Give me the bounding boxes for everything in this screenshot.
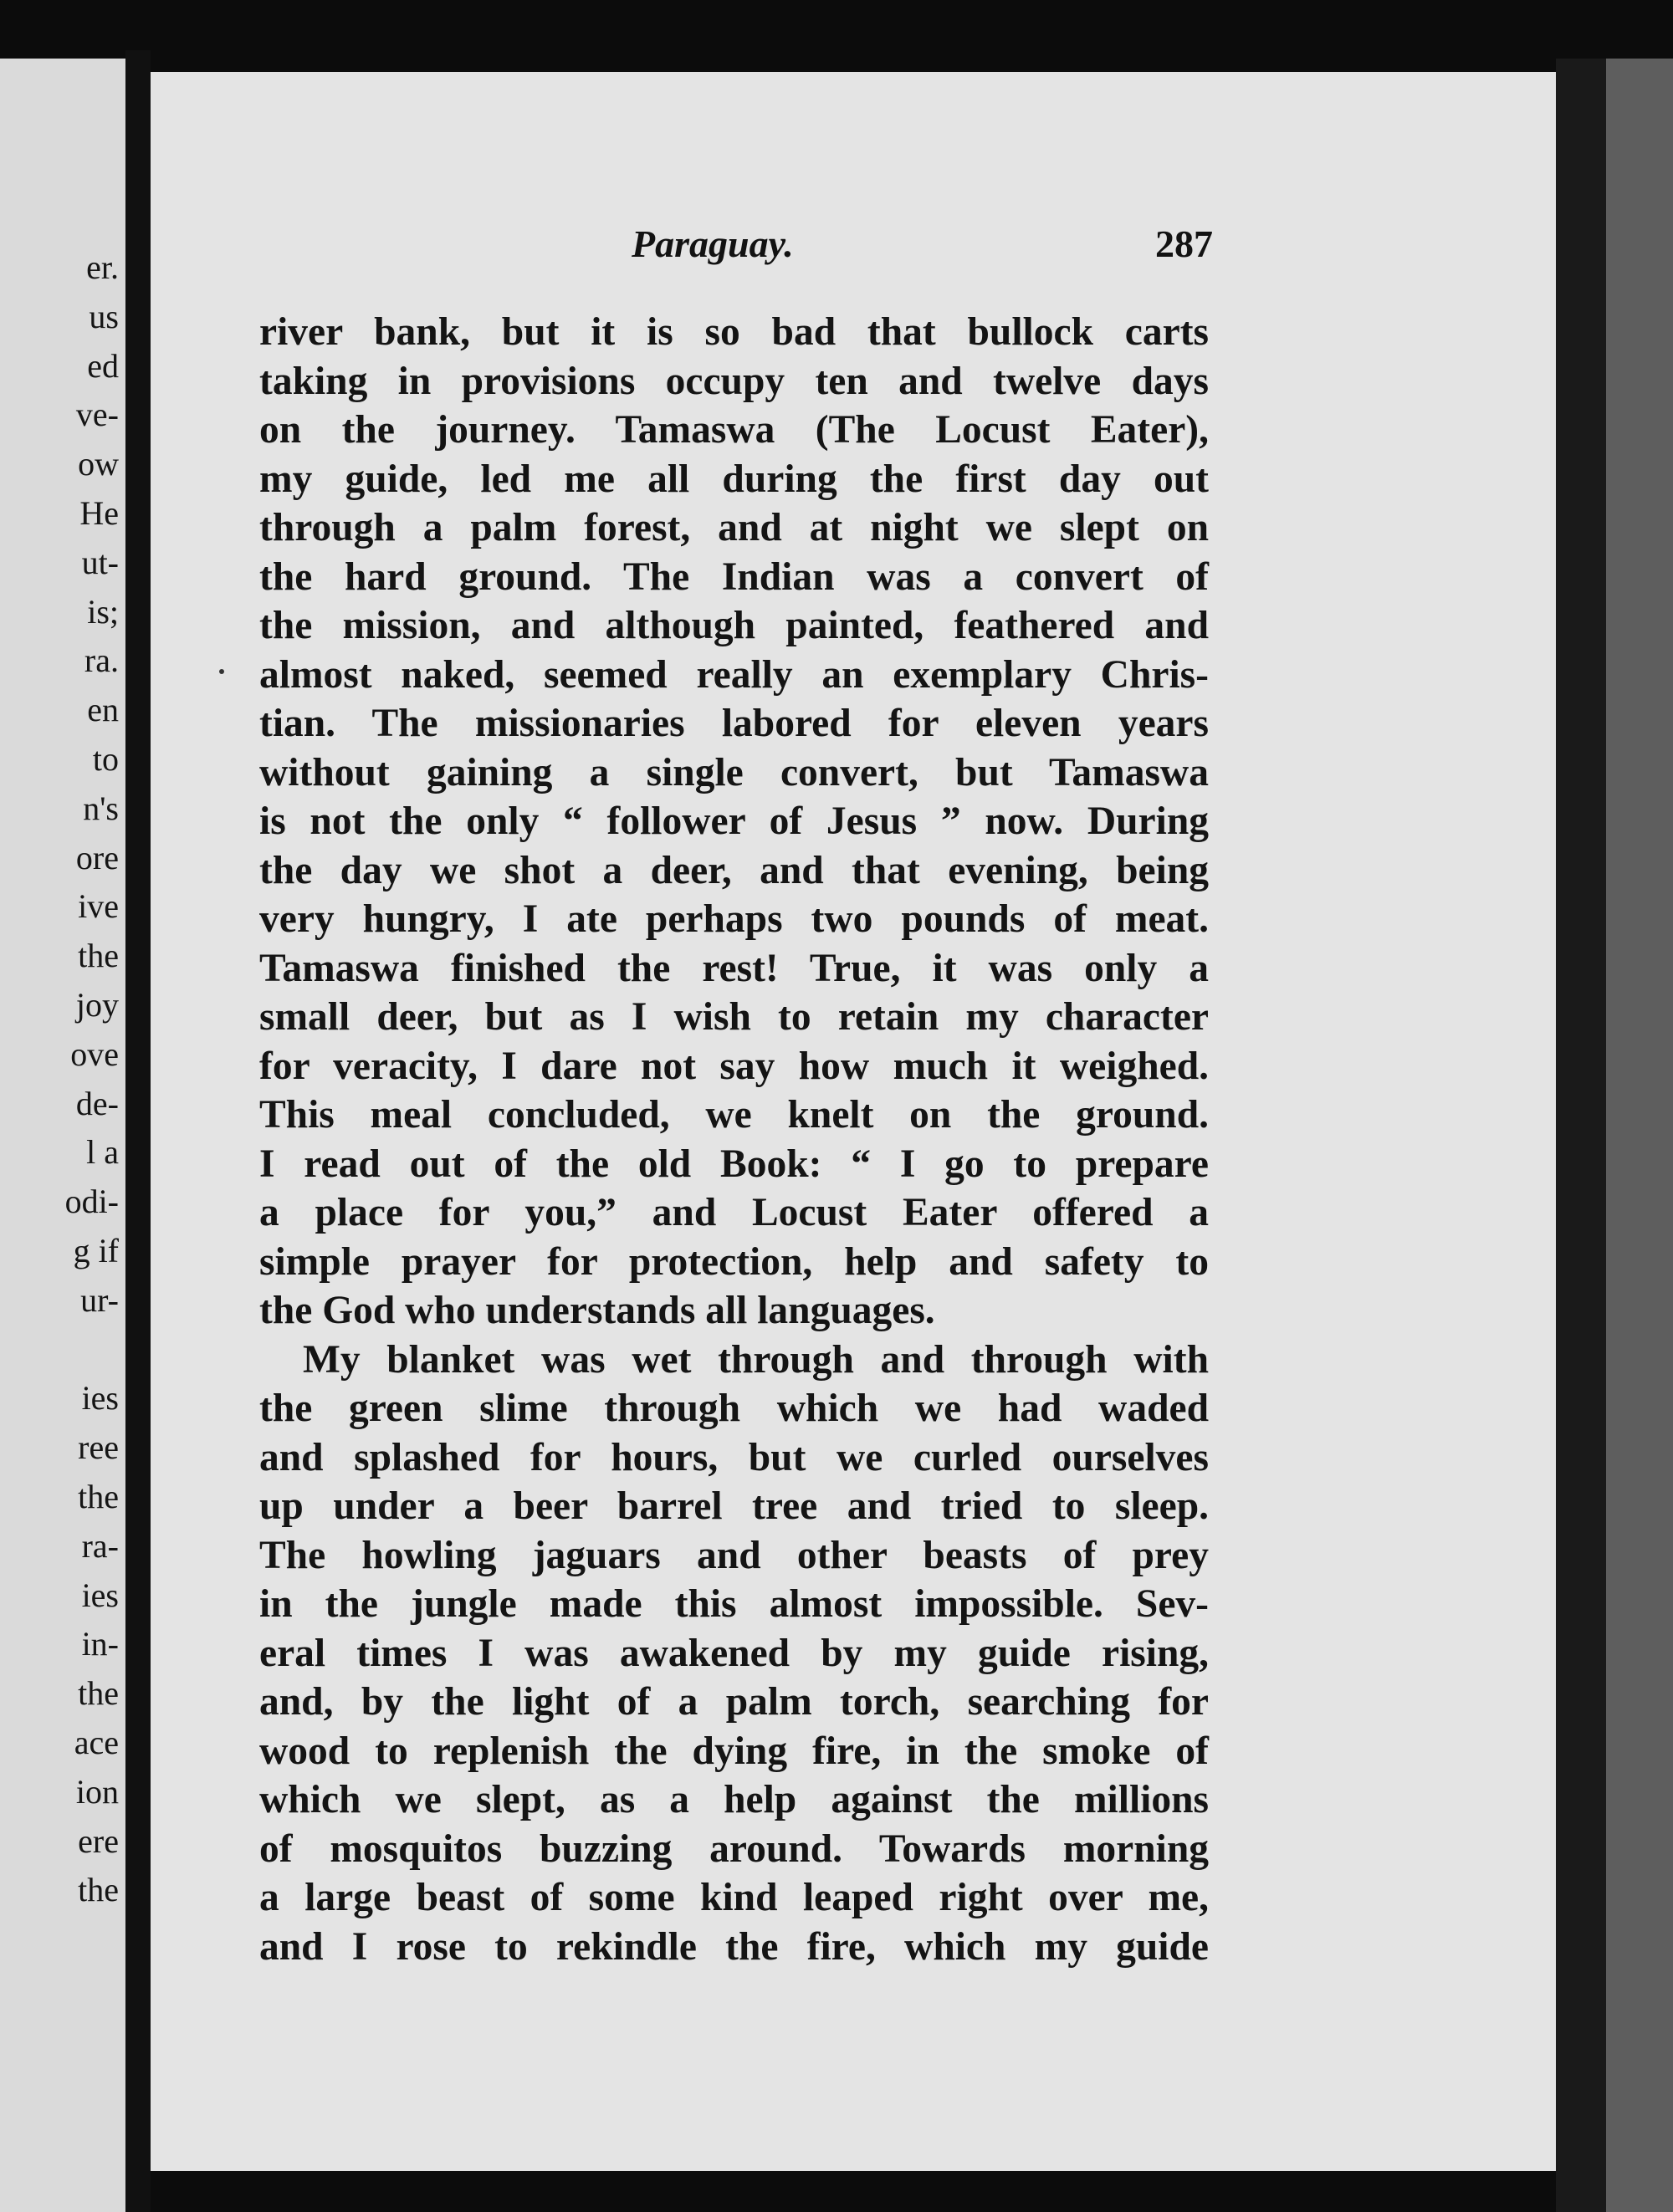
facing-page-text: ve- xyxy=(75,396,119,434)
facing-page-text: en xyxy=(87,691,119,729)
text-line: My blanket was wet through and through with xyxy=(303,1337,1209,1382)
text-line: simple prayer for protection, help and safety to xyxy=(259,1239,1209,1284)
text-line: up under a beer barrel tree and tried to sleep. xyxy=(259,1484,1209,1528)
body-text xyxy=(259,308,1209,1971)
text-line: on the journey. Tamaswa (The Locust Eater), xyxy=(259,408,1209,452)
text-line: through a palm forest, and at night we slept on xyxy=(259,506,1209,549)
page-number: 287 xyxy=(1155,222,1213,265)
text-line: wood to replenish the dying fire, in the smoke of xyxy=(259,1729,1209,1773)
facing-page-text: n's xyxy=(83,789,119,827)
facing-page-text: ow xyxy=(78,445,119,483)
facing-page-text: ur- xyxy=(80,1280,119,1319)
text-line: small deer, but as I wish to retain my character xyxy=(259,995,1209,1039)
facing-page-text: the xyxy=(78,1674,119,1713)
text-line: taking in provisions occupy ten and twelve days xyxy=(259,359,1209,403)
text-line: is not the only “ follower of Jesus ” now. During xyxy=(259,799,1209,843)
facing-page-text: ion xyxy=(75,1772,119,1811)
facing-page-text: ore xyxy=(75,838,119,876)
paragraph-2 xyxy=(259,1336,1209,1972)
facing-page-fragment xyxy=(0,59,125,2212)
text-line: This meal concluded, we knelt on the ground. xyxy=(259,1093,1209,1137)
text-line: Tamaswa finished the rest! True, it was only a xyxy=(259,946,1209,990)
facing-page-text: ed xyxy=(87,346,119,385)
text-line: and splashed for hours, but we curled ourselves xyxy=(259,1435,1209,1479)
text-line: almost naked, seemed really an exemplary Chris- xyxy=(259,652,1209,697)
text-line: and, by the light of a palm torch, searching for xyxy=(259,1680,1209,1724)
facing-page-text: ut- xyxy=(81,543,119,581)
facing-page-text: ove xyxy=(70,1034,119,1073)
facing-page-text: the xyxy=(78,937,119,975)
facing-page-text: ies xyxy=(81,1379,119,1418)
text-line: the God who understands all languages. xyxy=(259,1289,935,1332)
facing-page-text: us xyxy=(89,297,119,335)
facing-page-text: er. xyxy=(86,248,119,286)
text-line: and I rose to rekindle the fire, which my guide xyxy=(259,1924,1209,1969)
text-line: my guide, led me all during the first day out xyxy=(259,457,1209,501)
text-line: of mosquitos buzzing around. Towards morning xyxy=(259,1826,1209,1871)
facing-page-text: joy xyxy=(75,986,119,1024)
book-binding xyxy=(1606,59,1673,2212)
facing-page-text: ree xyxy=(78,1428,119,1467)
facing-page-text: ace xyxy=(74,1724,119,1761)
text-line: river bank, but it is so bad that bullock carts xyxy=(259,310,1209,354)
facing-page-text: He xyxy=(79,494,119,532)
facing-page-text: l a xyxy=(86,1133,119,1172)
facing-page-text: ive xyxy=(78,887,119,926)
page-edge xyxy=(1556,59,1606,2212)
text-line: eral times I was awakened by my guide rising, xyxy=(259,1631,1209,1675)
text-line: in the jungle made this almost impossible. Sev- xyxy=(259,1582,1209,1626)
facing-page-text: ra- xyxy=(81,1526,119,1565)
facing-page-text: ra. xyxy=(84,641,119,680)
text-line: the mission, and although painted, feathered and xyxy=(259,604,1209,647)
facing-page-text: is; xyxy=(87,592,119,631)
text-line: I read out of the old Book: “ I go to prepare xyxy=(259,1142,1209,1186)
text-line: for veracity, I dare not say how much it weighed. xyxy=(259,1044,1209,1088)
text-line: without gaining a single convert, but Tamaswa xyxy=(259,750,1209,794)
text-line: the hard ground. The Indian was a convert of xyxy=(259,554,1209,599)
paragraph-1 xyxy=(259,308,1209,1336)
running-head xyxy=(259,222,1213,272)
facing-page-text: the xyxy=(78,1871,119,1909)
text-line: which we slept, as a help against the millions xyxy=(259,1778,1209,1821)
text-line: tian. The missionaries labored for eleven years xyxy=(259,702,1209,745)
text-line: a large beast of some kind leaped right over me, xyxy=(259,1876,1209,1919)
facing-page-text: de- xyxy=(75,1084,119,1122)
running-title: Paraguay. xyxy=(632,222,794,265)
text-line: The howling jaguars and other beasts of prey xyxy=(259,1533,1209,1577)
text-line: very hungry, I ate perhaps two pounds of meat. xyxy=(259,897,1209,941)
facing-page-text: the xyxy=(78,1478,119,1515)
margin-mark xyxy=(219,669,224,674)
text-line: the green slime through which we had waded xyxy=(259,1387,1209,1430)
text-line: the day we shot a deer, and that evening, being xyxy=(259,848,1209,892)
facing-page-text: odi- xyxy=(64,1183,119,1221)
text-line: a place for you,” and Locust Eater offered a xyxy=(259,1191,1209,1234)
facing-page-text: to xyxy=(92,740,119,778)
facing-page-text: g if xyxy=(73,1232,119,1269)
facing-page-text: ere xyxy=(78,1821,119,1860)
facing-page-text: in- xyxy=(81,1625,119,1663)
facing-page-text: ies xyxy=(81,1576,119,1614)
page-gutter xyxy=(125,50,151,2212)
